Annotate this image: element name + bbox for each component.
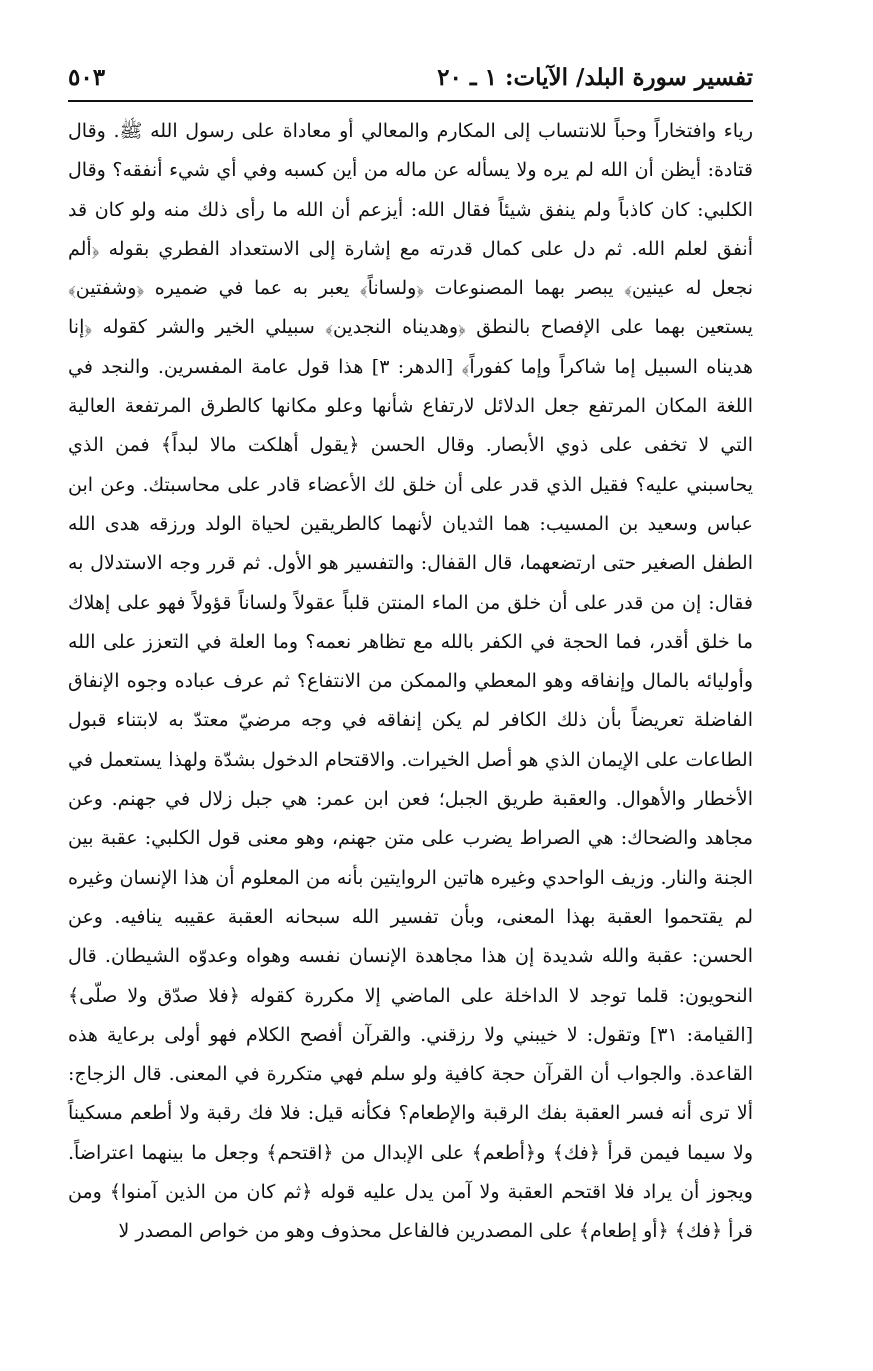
body-paragraph: رياء وافتخاراً وحباً للانتساب إلى المكارم والمعالي أو معاداة على رسول الله ﷺ. وقال قتادة: أيظن أن الله لم يره ولا يسأله عن ماله من أين كسبه وفي أي شيء أنفقه؟ وقال الكلبي: كان كاذباً ولم ينفق شيئاً فقال الله: أيزعم أن الله ما رأى ذلك منه ولو كان قد أنفق لعلم الله. ثم دل على كمال قدرته مع إشارة إلى الاستعداد الفطري بقوله ﴿ألم نجعل له عينين﴾ يبصر بهما المصنوعات ﴿ولساناً﴾ يعبر به عما في ضميره ﴿وشفتين﴾ يستعين بهما على الإفصاح بالنطق ﴿وهديناه النجدين﴾ سبيلي الخير والشر كقوله ﴿إنا هديناه السبيل إما شاكراً وإما كفوراً﴾ [الدهر: ٣] هذا قول عامة المفسرين. والنجد في اللغة المكان المرتفع جعل الدلائل لارتفاع شأنها وعلو مكانها كالطرق المرتفعة العالية التي لا تخفى على ذوي الأبصار. وقال الحسن ﴿يقول أهلكت مالا لبداً﴾ فمن الذي يحاسبني عليه؟ فقيل الذي قدر على أن خلق لك الأعضاء قادر على محاسبتك. وعن ابن عباس وسعيد بن المسيب: هما الثديان لأنهما كالطريقين لحياة الولد ورزقه هدى الله الطفل الصغير حتى ارتضعهما، قال القفال: والتفسير هو الأول. ثم قرر وجه الاستدلال به فقال: إن من قدر على أن خلق من الماء المنتن قلباً عقولاً ولساناً قؤولاً فهو على إهلاك ما خلق أقدر، فما الحجة في الكفر بالله مع تظاهر نعمه؟ وما العلة في التعزز على الله وأوليائه بالمال وإنفاقه وهو المعطي والممكن من الانتفاع؟ ثم عرف عباده وجوه الإنفاق الفاضلة تعريضاً بأن ذلك الكافر لم يكن إنفاقه في وجه مرضيّ معتدّ به لابتناء قبول الطاعات على الإيمان الذي هو أصل الخيرات. والاقتحام الدخول بشدّة ولهذا يستعمل في الأخطار والأهوال. والعقبة طريق الجبل؛ فعن ابن عمر: هي جبل زلال في جهنم. وعن مجاهد والضحاك: هي الصراط يضرب على متن جهنم، وهو معنى قول الكلبي: عقبة بين الجنة والنار. وزيف الواحدي وغيره هاتين الروايتين بأنه من المعلوم أن هذا الإنسان وغيره لم يقتحموا العقبة بهذا المعنى، وبأن تفسير الله سبحانه العقبة عقيبه ينافيه. وعن الحسن: عقبة والله شديدة إن هذا مجاهدة الإنسان نفسه وهواه وعدوّه الشيطان. قال النحويون: قلما توجد لا الداخلة على الماضي إلا مكررة كقوله ﴿فلا صدّق ولا صلّى﴾ [القيامة: ٣١] وتقول: لا خيبني ولا رزقني. والقرآن أفصح الكلام فهو أولى برعاية هذه القاعدة. والجواب أن القرآن حجة كافية ولو سلم فهي متكررة في المعنى. قال الزجاج: ألا ترى أنه فسر العقبة بفك الرقبة والإطعام؟ فكأنه قيل: فلا فك رقبة ولا أطعم مسكيناً ولا سيما فيمن قرأ ﴿فك﴾ و﴿أطعم﴾ على الإبدال من ﴿اقتحم﴾ وجعل ما بينهما اعتراضاً. ويجوز أن يراد فلا اقتحم العقبة ولا آمن يدل عليه قوله ﴿ثم كان من الذين آمنوا﴾ ومن قرأ ﴿فك﴾ ﴿أو إطعام﴾ على المصدرين فالفاعل محذوف وهو من خواص المصدر لا: [68, 120, 754, 1243]
running-header: [68, 56, 753, 100]
body-text: [68, 112, 753, 1252]
page-number: ٥٠٣: [68, 64, 106, 91]
header-rule: [68, 100, 753, 102]
running-title: تفسير سورة البلد/ الآيات: ١ ـ ٢٠: [437, 64, 753, 91]
